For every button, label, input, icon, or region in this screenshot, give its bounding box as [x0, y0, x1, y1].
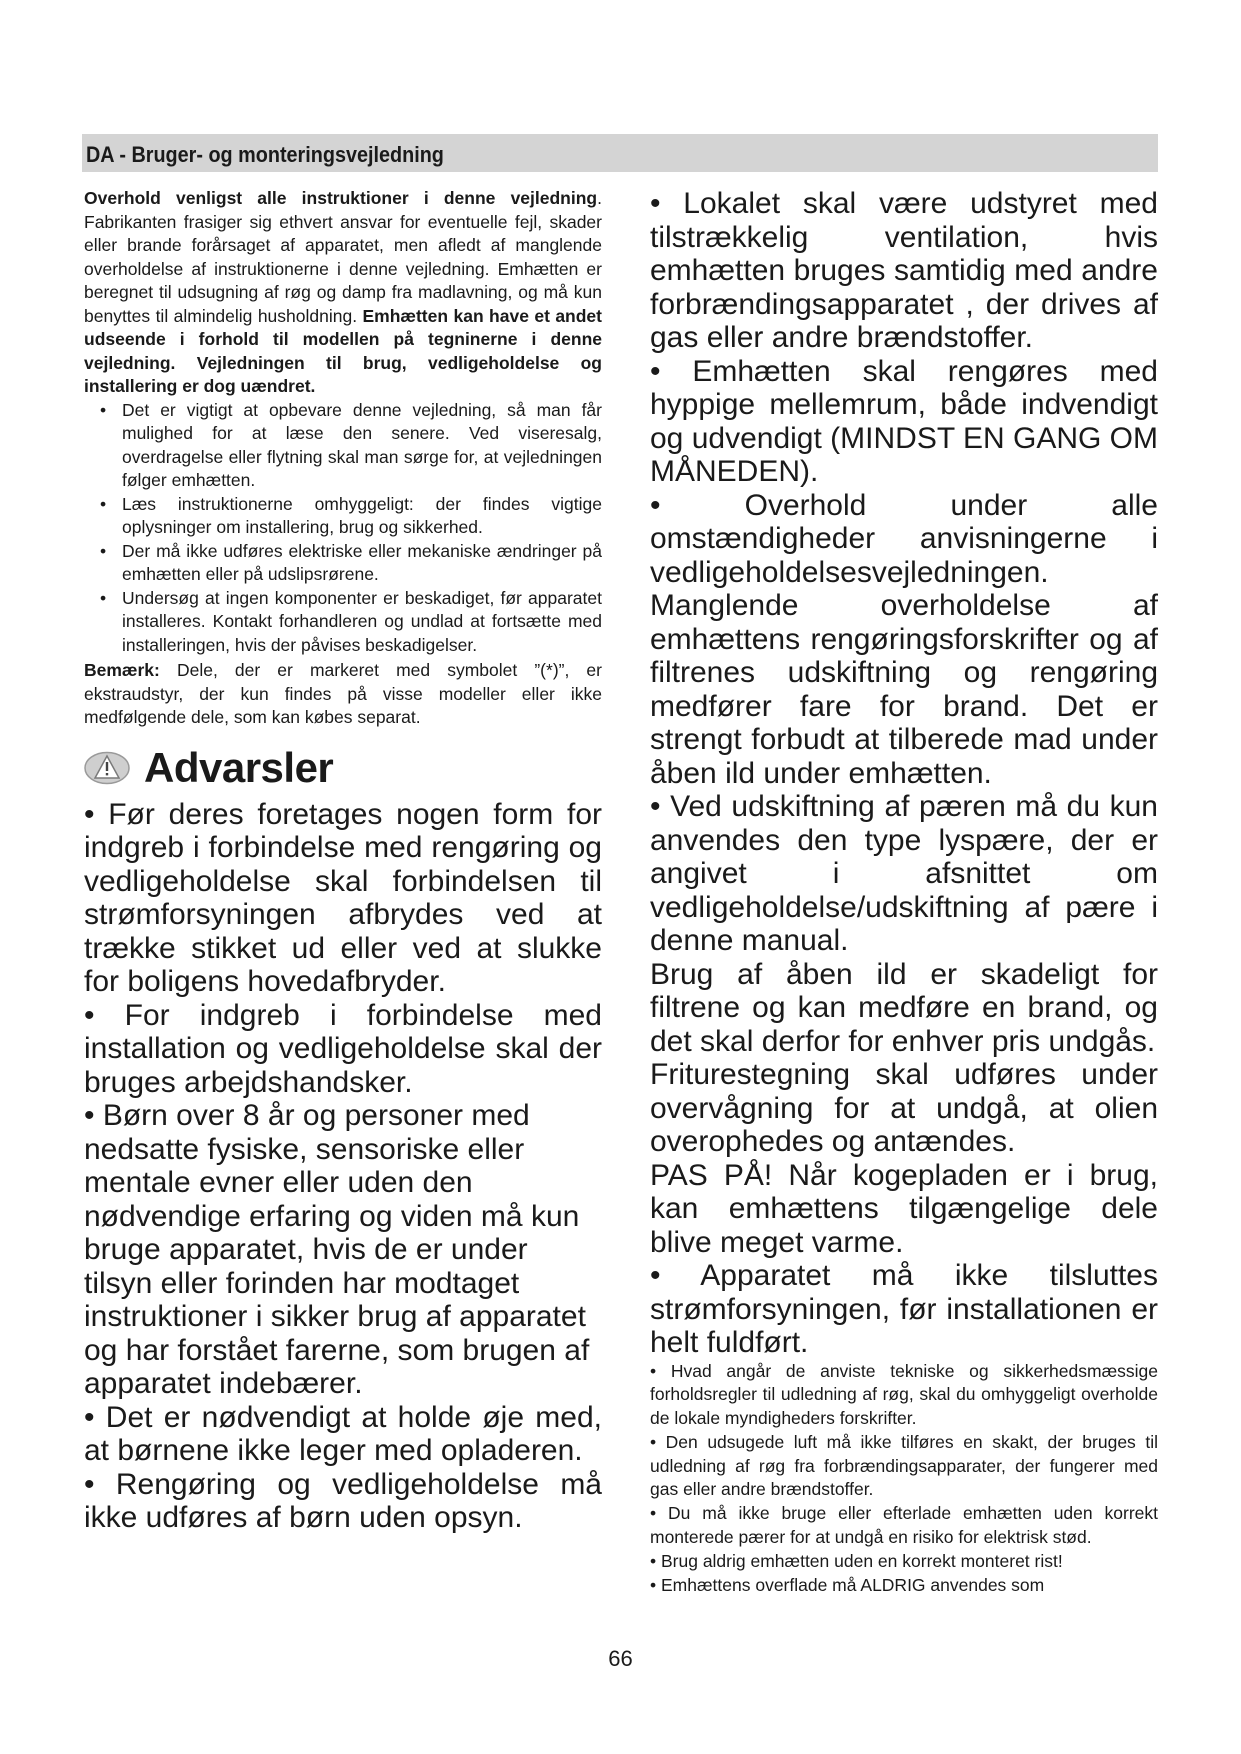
intro-bullet-list — [84, 399, 602, 658]
remark-label: Bemærk: — [84, 660, 160, 680]
small-instructions — [650, 1360, 1158, 1598]
intro-bold-note: Emhætten kan have et andet udseende i forhold til modellen på tegninerne i denne vejledning. Vejledningen til brug, vedligeholdelse og installering er dog uændret. — [84, 305, 602, 396]
warning-triangle-icon — [84, 751, 130, 785]
warning-paragraph: • For indgreb i forbindelse med installation og vedligeholdelse skal der bruges arbejdshandsker. — [84, 998, 602, 1099]
instruction-paragraph: Manglende overholdelse af emhættens rengøringsforskrifter og af filtrenes udskiftning og rengøring medfører fare for brand. Det er strengt forbudt at tilberede mad under åben ild under emhætten. — [650, 589, 1158, 790]
instruction-paragraph: Brug af åben ild er skadeligt for filtrene og kan medføre en brand, og det skal derfor for enhver pris undgås. — [650, 957, 1158, 1058]
small-paragraph: • Brug aldrig emhætten uden en korrekt monteret rist! — [650, 1550, 1063, 1571]
instruction-paragraph: • Emhætten skal rengøres med hyppige mellemrum, både indvendigt og udvendigt (MINDST EN GANG OM MÅNEDEN). — [650, 354, 1158, 488]
warning-paragraph: • Børn over 8 år og personer med nedsatte fysiske, sensoriske eller mentale evner eller uden den nødvendige erfaring og viden må kun bruge apparatet, hvis de er under tilsyn eller forinden har modtaget instruktioner i sikker brug af apparatet og har forstået farerne, som brugen af apparatet indebærer. — [84, 1099, 590, 1400]
intro-text: Fabrikanten frasiger sig ethvert ansvar for eventuelle fejl, skader eller brande forårsaget af apparatet, men afledt af manglende overholdelse af instruktionerne i denne vejledning. Emhætten er beregnet til udsugning af røg og damp fra madlavning, og må kun benyttes til almindelig husholdning. — [84, 211, 602, 326]
section-header-bar — [82, 134, 1158, 172]
intro-dot: . — [597, 188, 602, 208]
warning-paragraph: • Før deres foretages nogen form for indgreb i forbindelse med rengøring og vedligeholdelse skal forbindelsen til strømforsyningen afbrydes ved at trække stikket ud eller ved at slukke for boligens hovedafbryder. — [84, 797, 602, 998]
instruction-paragraph: • Apparatet må ikke tilsluttes strømforsyningen, før installationen er helt fuldført. — [650, 1259, 1158, 1359]
warnings-title: Advarsler — [144, 743, 334, 791]
warning-paragraph: • Det er nødvendigt at holde øje med, at børnene ikke leger med opladeren. — [84, 1400, 602, 1467]
instruction-paragraph: Friturestegning skal udføres under overvågning for at undgå, at olien overophedes og antændes. — [650, 1058, 1158, 1158]
small-paragraph: • Du må ikke bruge eller efterlade emhætten uden korrekt monterede pærer for at undgå en risiko for elektrisk stød. — [650, 1503, 1158, 1548]
warning-paragraph: • Rengøring og vedligeholdelse må ikke udføres af børn uden opsyn. — [84, 1467, 602, 1534]
small-paragraph: • Emhættens overflade må ALDRIG anvendes som — [650, 1574, 1045, 1595]
section-header-title: DA - Bruger- og monteringsvejledning — [86, 142, 444, 167]
list-item: • Undersøg at ingen komponenter er beskadiget, før apparatet installeres. Kontakt forhandleren og undlad at fortsætte med installeringen, hvis der påvises beskadigelser. — [84, 587, 602, 658]
instruction-paragraph: • Overhold under alle omstændigheder anvisningerne i vedligeholdelsesvejledningen. — [650, 488, 1158, 589]
intro-bold-lead: Overhold venligst alle instruktioner i denne vejledning — [84, 188, 598, 208]
list-item: • Der må ikke udføres elektriske eller mekaniske ændringer på emhætten eller på udslipsrørene. — [84, 540, 602, 587]
intro-paragraph — [84, 187, 602, 399]
instruction-paragraph: PAS PÅ! Når kogepladen er i brug, kan emhættens tilgængelige dele blive meget varme. — [650, 1158, 1158, 1259]
instruction-paragraph: • Lokalet skal være udstyret med tilstrækkelig ventilation, hvis emhætten bruges samtidig med andre forbrændingsapparatet , der drives af gas eller andre brændstoffer. — [650, 187, 1158, 354]
right-column — [650, 187, 1158, 1597]
remark-text: Dele, der er markeret med symbolet ”(*)”, er ekstraudstyr, der kun findes på visse modeller eller ikke medfølgende dele, som kan købes separat. — [84, 660, 602, 727]
list-item: • Læs instruktionerne omhyggeligt: der findes vigtige oplysninger om installering, brug og sikkerhed. — [84, 493, 602, 540]
small-paragraph: • Den udsugede luft må ikke tilføres en skakt, der bruges til udledning af røg fra forbrændingsapparater, der fungerer med gas eller andre brændstoffer. — [650, 1431, 1158, 1500]
small-paragraph: • Hvad angår de anviste tekniske og sikkerhedsmæssige forholdsregler til udledning af røg, skal du omhyggeligt overholde de lokale myndigheders forskrifter. — [650, 1360, 1158, 1429]
left-column — [84, 187, 602, 1535]
page-number: 66 — [608, 1646, 633, 1671]
list-item: • Det er vigtigt at opbevare denne vejledning, så man får mulighed for at læse den senere. Ved viseresalg, overdragelse eller flytning skal man sørge for, at vejledningen følger emhætten. — [84, 399, 602, 493]
remark-paragraph — [84, 659, 602, 730]
warnings-heading — [84, 744, 602, 792]
instruction-paragraph: • Ved udskiftning af pæren må du kun anvendes den type lyspære, der er angivet i afsnittet om vedligeholdelse/udskiftning af pære i denne manual. — [650, 790, 1158, 957]
